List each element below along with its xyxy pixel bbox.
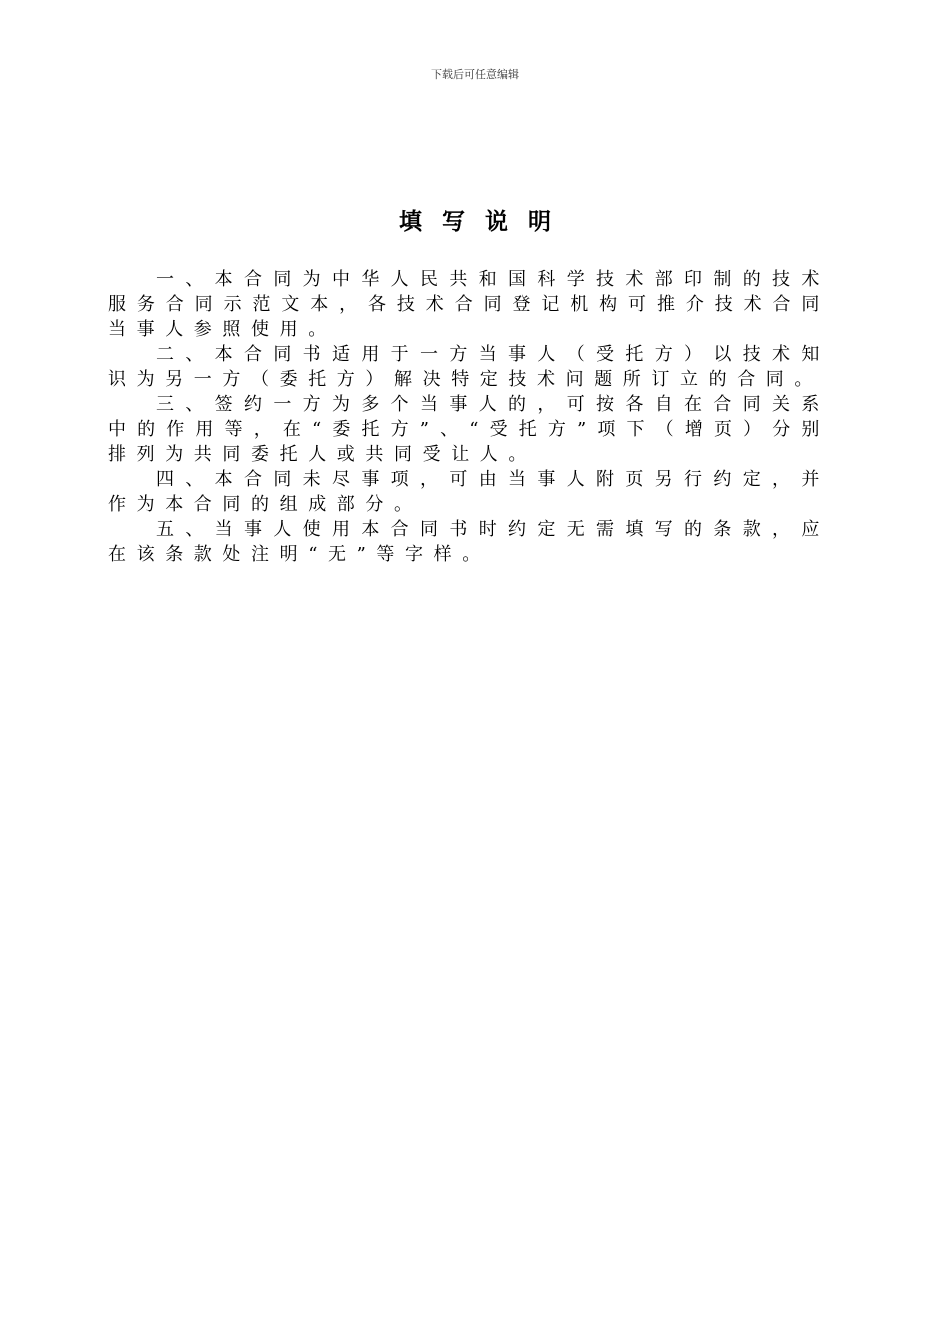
instructions-body <box>108 267 830 567</box>
instruction-paragraph-4: 四、本合同未尽事项，可由当事人附页另行约定，并作为本合同的组成部分。 <box>108 469 830 515</box>
instruction-paragraph-2: 二、本合同书适用于一方当事人（受托方）以技术知识为另一方（委托方）解决特定技术问题所订立的合同。 <box>108 344 830 390</box>
instruction-paragraph-5: 五、当事人使用本合同书时约定无需填写的条款，应在该条款处注明“无”等字样。 <box>108 519 830 565</box>
document-title: 填写说明 <box>399 208 571 235</box>
instruction-paragraph-1: 一、本合同为中华人民共和国科学技术部印制的技术服务合同示范文本，各技术合同登记机构可推介技术合同当事人参照使用。 <box>108 269 830 340</box>
instruction-paragraph-3: 三、签约一方为多个当事人的，可按各自在合同关系中的作用等，在“委托方”、“受托方”项下（增页）分别排列为共同委托人或共同受让人。 <box>108 394 830 465</box>
page-header-note: 下载后可任意编辑 <box>431 68 519 81</box>
